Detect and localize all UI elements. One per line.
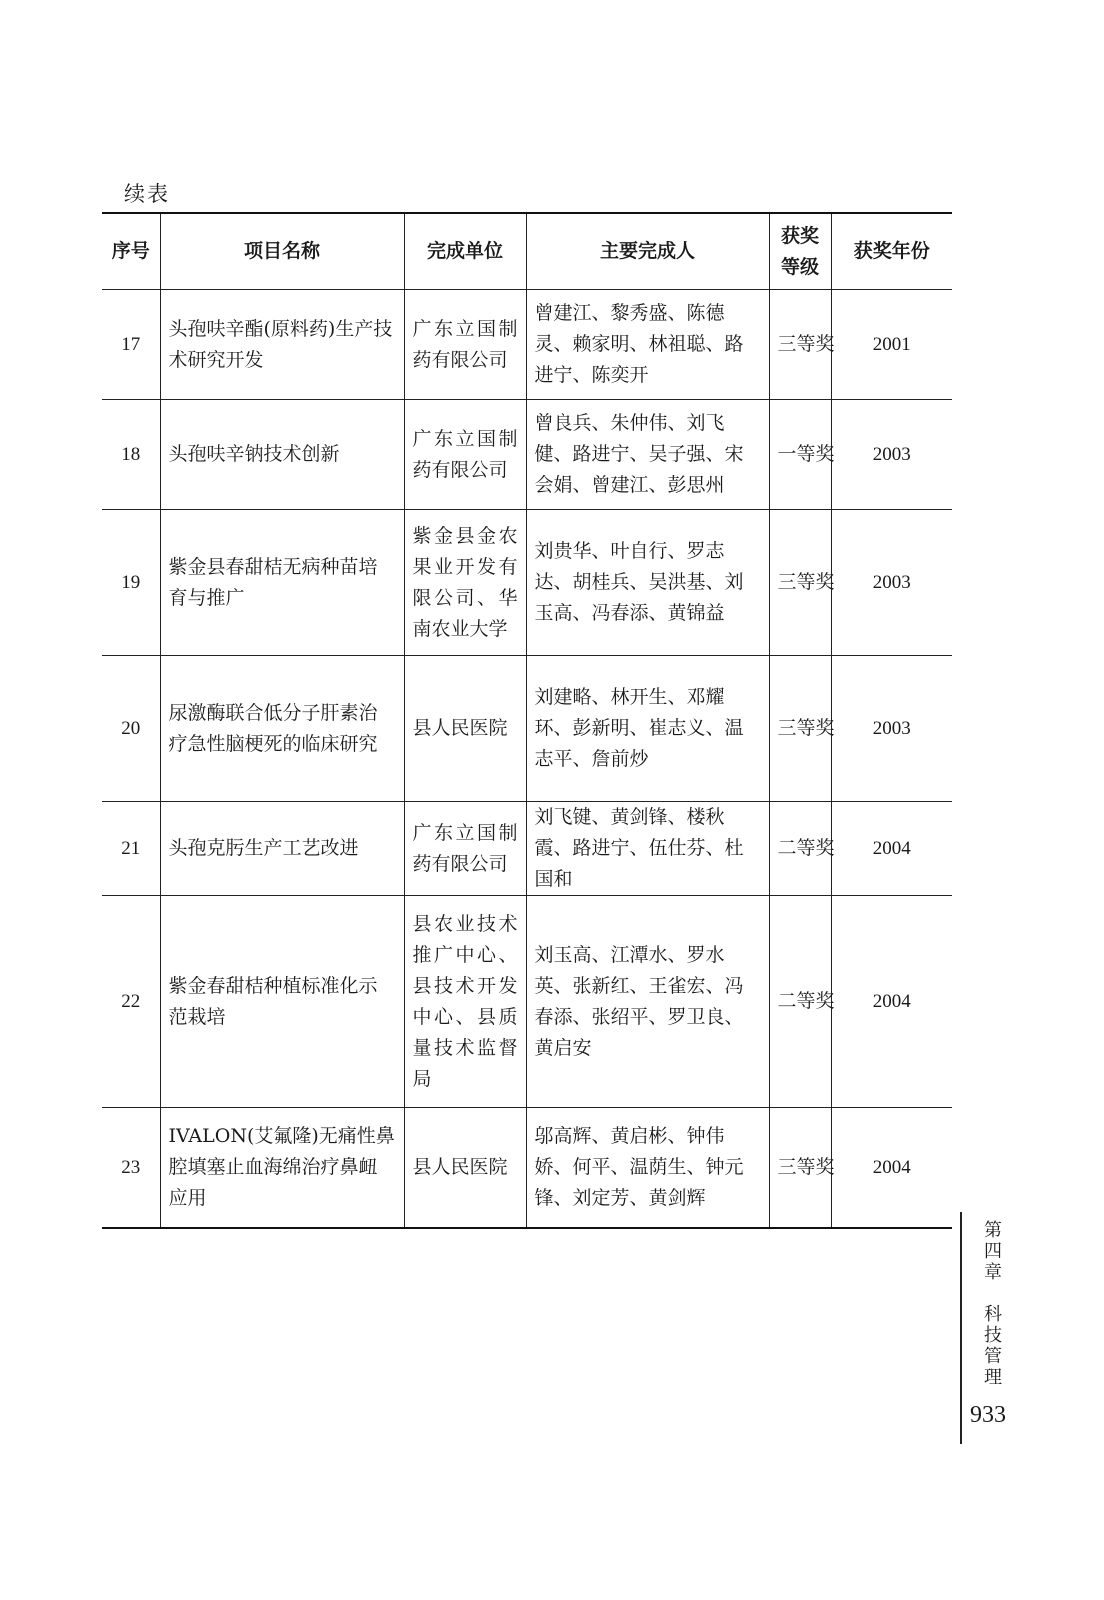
row-unit: 广东立国制药有限公司	[404, 400, 526, 510]
table-row	[102, 896, 952, 1108]
row-no: 20	[102, 656, 160, 802]
row-unit: 广东立国制药有限公司	[404, 802, 526, 896]
row-year: 2004	[831, 1108, 952, 1228]
row-people: 曾良兵、朱仲伟、刘飞健、路进宁、吴子强、宋会娟、曾建江、彭思州	[526, 400, 769, 510]
row-people: 刘玉高、江潭水、罗水英、张新红、王雀宏、冯春添、张绍平、罗卫良、黄启安	[526, 896, 769, 1108]
header-people: 主要完成人	[526, 213, 769, 290]
row-year: 2003	[831, 400, 952, 510]
row-year: 2003	[831, 656, 952, 802]
row-unit: 广东立国制药有限公司	[404, 290, 526, 400]
row-people: 刘飞键、黄剑锋、楼秋霞、路进宁、伍仕芬、杜国和	[526, 802, 769, 896]
table-row	[102, 802, 952, 896]
row-year: 2001	[831, 290, 952, 400]
row-people: 邬高辉、黄启彬、钟伟娇、何平、温荫生、钟元锋、刘定芳、黄剑辉	[526, 1108, 769, 1228]
row-grade: 三等奖	[769, 510, 831, 656]
row-no: 18	[102, 400, 160, 510]
row-no: 23	[102, 1108, 160, 1228]
header-name: 项目名称	[160, 213, 404, 290]
chapter-label: 第四章 科技管理	[981, 1220, 1002, 1388]
awards-table	[102, 212, 952, 1229]
row-year: 2004	[831, 802, 952, 896]
continued-label: 续表	[124, 182, 170, 206]
row-name: IVALON(艾氟隆)无痛性鼻腔填塞止血海绵治疗鼻衄应用	[160, 1108, 404, 1228]
table-row	[102, 1108, 952, 1228]
row-grade: 三等奖	[769, 656, 831, 802]
row-unit: 县人民医院	[404, 1108, 526, 1228]
header-grade: 获奖等级	[769, 213, 831, 290]
row-grade: 三等奖	[769, 1108, 831, 1228]
row-name: 紫金春甜桔种植标准化示范栽培	[160, 896, 404, 1108]
row-no: 19	[102, 510, 160, 656]
table-row	[102, 656, 952, 802]
header-year: 获奖年份	[831, 213, 952, 290]
row-no: 17	[102, 290, 160, 400]
row-people: 刘贵华、叶自行、罗志达、胡桂兵、吴洪基、刘玉高、冯春添、黄锦益	[526, 510, 769, 656]
table-header-row	[102, 213, 952, 290]
row-grade: 三等奖	[769, 290, 831, 400]
row-name: 尿激酶联合低分子肝素治疗急性脑梗死的临床研究	[160, 656, 404, 802]
row-people: 曾建江、黎秀盛、陈德灵、赖家明、林祖聪、路进宁、陈奕开	[526, 290, 769, 400]
table-row	[102, 400, 952, 510]
header-unit: 完成单位	[404, 213, 526, 290]
row-unit: 县人民医院	[404, 656, 526, 802]
header-no: 序号	[102, 213, 160, 290]
row-people: 刘建略、林开生、邓耀环、彭新明、崔志义、温志平、詹前炒	[526, 656, 769, 802]
row-unit: 紫金县金农果业开发有限公司、华南农业大学	[404, 510, 526, 656]
row-grade: 二等奖	[769, 896, 831, 1108]
row-name: 紫金县春甜桔无病种苗培育与推广	[160, 510, 404, 656]
row-year: 2004	[831, 896, 952, 1108]
page-number: 933	[970, 1402, 1006, 1428]
margin-rule	[960, 1212, 962, 1444]
row-no: 22	[102, 896, 160, 1108]
table-row	[102, 510, 952, 656]
row-name: 头孢克肟生产工艺改进	[160, 802, 404, 896]
row-grade: 二等奖	[769, 802, 831, 896]
row-grade: 一等奖	[769, 400, 831, 510]
row-unit: 县农业技术推广中心、县技术开发中心、县质量技术监督局	[404, 896, 526, 1108]
row-name: 头孢呋辛钠技术创新	[160, 400, 404, 510]
table-row	[102, 290, 952, 400]
row-name: 头孢呋辛酯(原料药)生产技术研究开发	[160, 290, 404, 400]
row-year: 2003	[831, 510, 952, 656]
row-no: 21	[102, 802, 160, 896]
